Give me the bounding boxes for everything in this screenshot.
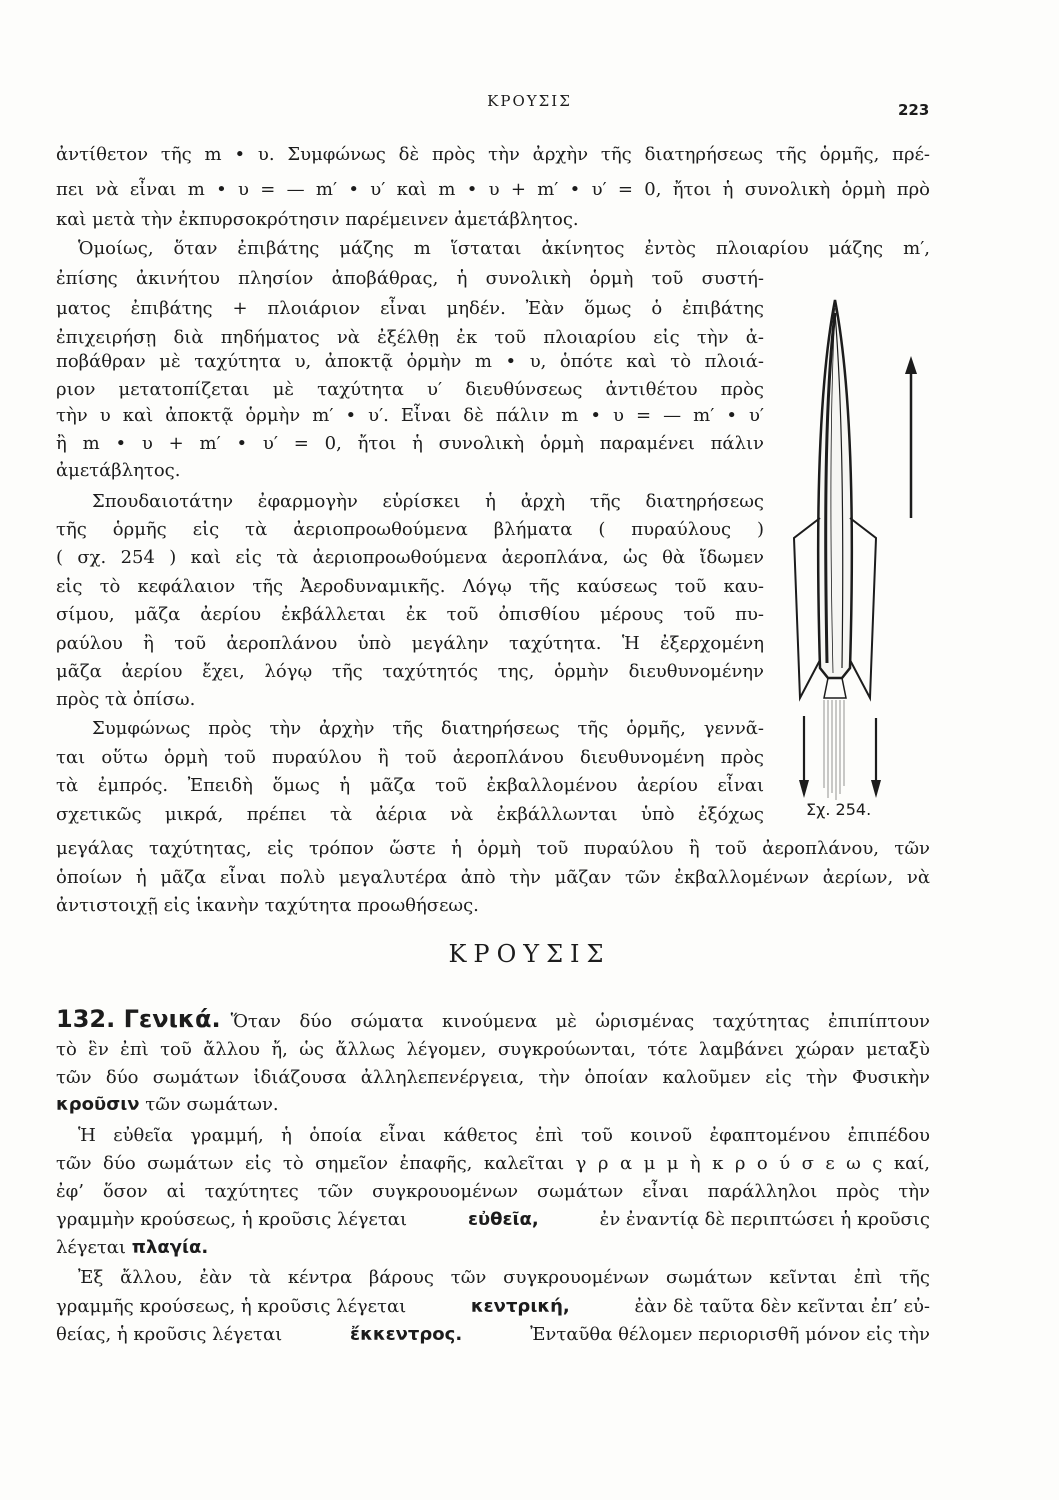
text-line: [56, 297, 764, 321]
line-text: σχετικῶς μικρά, πρέπει τὰ ἀέρια νὰ ἐκβάλλωνται ὑπὸ ἐξόχως: [56, 804, 764, 825]
line-text: γραμμὴν κρούσεως, ἡ κροῦσις λέγεται: [56, 1209, 408, 1230]
line-text: μᾶζα ἀερίου ἔχει, λόγῳ τῆς ταχύτητός της, ὁρμὴν διευθυνομένην: [56, 661, 764, 682]
line-text: Ὅταν δύο σώματα κινούμενα μὲ ὡρισμένας ταχύτητας ἐπιπίπτουν: [230, 1011, 930, 1032]
text-line: [56, 660, 764, 684]
text-line: [56, 404, 764, 428]
text-line: [56, 178, 930, 202]
line-text: λέγεται: [56, 1237, 126, 1258]
text-line: [78, 1124, 930, 1148]
line-text: τὰ ἐμπρός. Ἐπειδὴ ὅμως ἡ μᾶζα τοῦ ἐκβαλλομένου ἀερίου εἶναι: [56, 775, 764, 796]
text-line: [78, 237, 930, 261]
line-text: ἀντιστοιχῇ εἰς ἱκανὴν ταχύτητα προωθήσεως.: [56, 895, 479, 916]
text-line: [56, 603, 764, 627]
rocket-body: [794, 300, 876, 698]
figure-caption: Σχ. 254.: [806, 800, 872, 819]
line-text: ἐν ἐναντίᾳ δὲ περιπτώσει ἡ κροῦσις: [599, 1209, 930, 1230]
down-arrow-right: [871, 718, 881, 798]
line-text: ἐπίσης ἀκινήτου πλησίον ἀποβάθρας, ἡ συνολικὴ ὁρμὴ τοῦ συστή-: [56, 268, 764, 289]
line-text: πει νὰ εἶναι m • υ = — m′ • υ′ καὶ m • υ + m′ • υ′ = 0, ἤτοι ἡ συνολικὴ ὁρμὴ πρὸ: [56, 179, 930, 200]
line-text: ποβάθραν μὲ ταχύτητα υ, ἀποκτᾷ ὁρμὴν m • υ, ὁπότε καὶ τὸ πλοιά-: [56, 351, 764, 372]
text-line: [56, 432, 764, 456]
up-arrow: [905, 356, 917, 518]
exhaust-lines: [824, 700, 844, 800]
line-text: γραμμῆς κρούσεως, ἡ κροῦσις λέγεται: [56, 1296, 407, 1317]
text-line: [56, 208, 930, 232]
line-text: ( σχ. 254 ) καὶ εἰς τὰ ἀεριοπροωθούμενα ἀεροπλάνα, ὡς θὰ ἴδωμεν: [56, 547, 764, 568]
line-text: ἐὰν δὲ ταῦτα δὲν κεῖνται ἐπ’ εὐ-: [634, 1296, 930, 1317]
running-head: ΚΡΟΥΣΙΣ: [487, 92, 572, 110]
text-line: [56, 326, 764, 350]
text-line: [56, 746, 764, 770]
line-text: ἢ m • υ + m′ • υ′ = 0, ἤτοι ἡ συνολικὴ ὁρμὴ παραμένει πάλιν: [56, 433, 764, 454]
term-eutheia: εὐθεῖα,: [467, 1209, 539, 1230]
line-text: σίμου, μᾶζα ἀερίου ἐκβάλλεται ἐκ τοῦ ὀπισθίου μέρους τοῦ πυ-: [56, 604, 764, 625]
line-text: ματος ἐπιβάτης + πλοιάριον εἶναι μηδέν. Ἐὰν ὅμως ὁ ἐπιβάτης: [56, 298, 764, 319]
line-text: Ἐξ ἄλλου, ἐὰν τὰ κέντρα βάρους τῶν συγκρουομένων σωμάτων κεῖνται ἐπὶ τῆς: [78, 1267, 930, 1288]
down-arrow-left: [799, 716, 809, 798]
line-text: θείας, ἡ κροῦσις λέγεται: [56, 1324, 283, 1345]
text-line: [56, 1236, 930, 1260]
line-text: ραύλου ἢ τοῦ ἀεροπλάνου ὑπὸ μεγάλην ταχύτητα. Ἡ ἐξερχομένη: [56, 633, 764, 654]
page-number: 223: [898, 101, 930, 119]
term-krousis: κροῦσιν: [56, 1094, 140, 1115]
text-line: [56, 688, 764, 712]
line-text: τῶν δύο σωμάτων εἰς τὸ σημεῖον ἐπαφῆς, καλεῖται γ ρ α μ μ ὴ κ ρ ο ύ σ ε ω ς καί,: [56, 1153, 930, 1174]
text-line: [56, 837, 930, 861]
term-ekkentros: ἔκκεντρος.: [350, 1324, 463, 1345]
line-text: Ὁμοίως, ὅταν ἐπιβάτης μάζης m ἵσταται ἀκίνητος ἐντὸς πλοιαρίου μάζης m′,: [78, 238, 930, 259]
text-line: [56, 866, 930, 890]
line-text: ὁποίων ἡ μᾶζα εἶναι πολὺ μεγαλυτέρα ἀπὸ τὴν μᾶζαν τῶν ἐκβαλλομένων ἀερίων, νὰ: [56, 867, 930, 888]
text-line: [92, 717, 764, 741]
line-text: τῶν σωμάτων.: [145, 1094, 279, 1115]
text-line: [56, 1295, 930, 1319]
text-line: [56, 1208, 930, 1232]
text-line: [56, 518, 764, 542]
term-plagia: πλαγία.: [131, 1237, 209, 1258]
section-title: ΚΡΟΥΣΙΣ: [448, 940, 611, 968]
line-text: τὴν υ καὶ ἀποκτᾷ ὁρμὴν m′ • υ′. Εἶναι δὲ πάλιν m • υ = — m′ • υ′: [56, 405, 764, 426]
line-text: ἀμετάβλητος.: [56, 460, 181, 481]
line-text: Ἡ εὐθεῖα γραμμή, ἡ ὁποία εἶναι κάθετος ἐπὶ τοῦ κοινοῦ ἐφαπτομένου ἐπιπέδου: [78, 1125, 930, 1146]
text-line: [56, 774, 764, 798]
line-text: ἐπιχειρήσῃ διὰ πηδήματος νὰ ἐξέλθῃ ἐκ τοῦ πλοιαρίου εἰς τὴν ἀ-: [56, 327, 764, 348]
rocket-figure: [780, 288, 930, 818]
text-line: [56, 143, 930, 167]
text-line: [56, 632, 764, 656]
line-text: ριον μετατοπίζεται μὲ ταχύτητα υ′ διευθύνσεως ἀντιθέτου πρὸς: [56, 379, 764, 400]
text-line: [56, 378, 764, 402]
line-text: καὶ μετὰ τὴν ἐκπυρσοκρότησιν παρέμεινεν ἀμετάβλητος.: [56, 209, 579, 230]
term-kentriki: κεντρική,: [470, 1296, 570, 1317]
text-line: [56, 1093, 930, 1117]
line-text: πρὸς τὰ ὀπίσω.: [56, 689, 196, 710]
text-line: [56, 1004, 930, 1034]
section-heading: 132. Γενικά.: [56, 1005, 221, 1033]
line-text: ται οὕτω ὁρμὴ τοῦ πυραύλου ἢ τοῦ ἀεροπλάνου διευθυνομένη πρὸς: [56, 747, 764, 768]
text-line: [56, 546, 764, 570]
text-line: [56, 1180, 930, 1204]
text-line: [56, 1152, 930, 1176]
line-text: ἀντίθετον τῆς m • υ. Συμφώνως δὲ πρὸς τὴν ἀρχὴν τῆς διατηρήσεως τῆς ὁρμῆς, πρέ-: [56, 144, 930, 165]
line-text: Ἐνταῦθα θέλομεν περιορισθῆ μόνον εἰς τὴν: [530, 1324, 930, 1345]
line-text: τῆς ὁρμῆς εἰς τὰ ἀεριοπροωθούμενα βλήματα ( πυραύλους ): [56, 519, 764, 540]
text-line: [56, 575, 764, 599]
text-line: [92, 490, 764, 514]
text-line: [56, 350, 764, 374]
line-text: τῶν δύο σωμάτων ἰδιάζουσα ἀλληλεπενέργεια, τὴν ὁποίαν καλοῦμεν εἰς τὴν Φυσικὴν: [56, 1067, 930, 1088]
line-text: Συμφώνως πρὸς τὴν ἀρχὴν τῆς διατηρήσεως τῆς ὁρμῆς, γεννᾶ-: [92, 718, 764, 739]
text-line: [56, 1066, 930, 1090]
line-text: τὸ ἓν ἐπὶ τοῦ ἄλλου ἤ, ὡς ἄλλως λέγομεν, συγκρούωνται, τότε λαμβάνει χώραν μεταξὺ: [56, 1039, 930, 1060]
line-text: ἐφ’ ὅσον αἱ ταχύτητες τῶν συγκρουομένων σωμάτων εἶναι παράλληλοι πρὸς τὴν: [56, 1181, 930, 1202]
text-line: [78, 1266, 930, 1290]
line-text: Σπουδαιοτάτην ἐφαρμογὴν εὑρίσκει ἡ ἀρχὴ τῆς διατηρήσεως: [92, 491, 764, 512]
text-line: [56, 459, 764, 483]
text-line: [56, 1038, 930, 1062]
text-line: [56, 894, 930, 918]
text-line: [56, 803, 764, 827]
text-line: [56, 1323, 930, 1347]
text-line: [56, 267, 764, 291]
line-text: μεγάλας ταχύτητας, εἰς τρόπον ὥστε ἡ ὁρμὴ τοῦ πυραύλου ἢ τοῦ ἀεροπλάνου, τῶν: [56, 838, 930, 859]
line-text: εἰς τὸ κεφάλαιον τῆς Ἀεροδυναμικῆς. Λόγῳ τῆς καύσεως τοῦ καυ-: [56, 576, 764, 597]
